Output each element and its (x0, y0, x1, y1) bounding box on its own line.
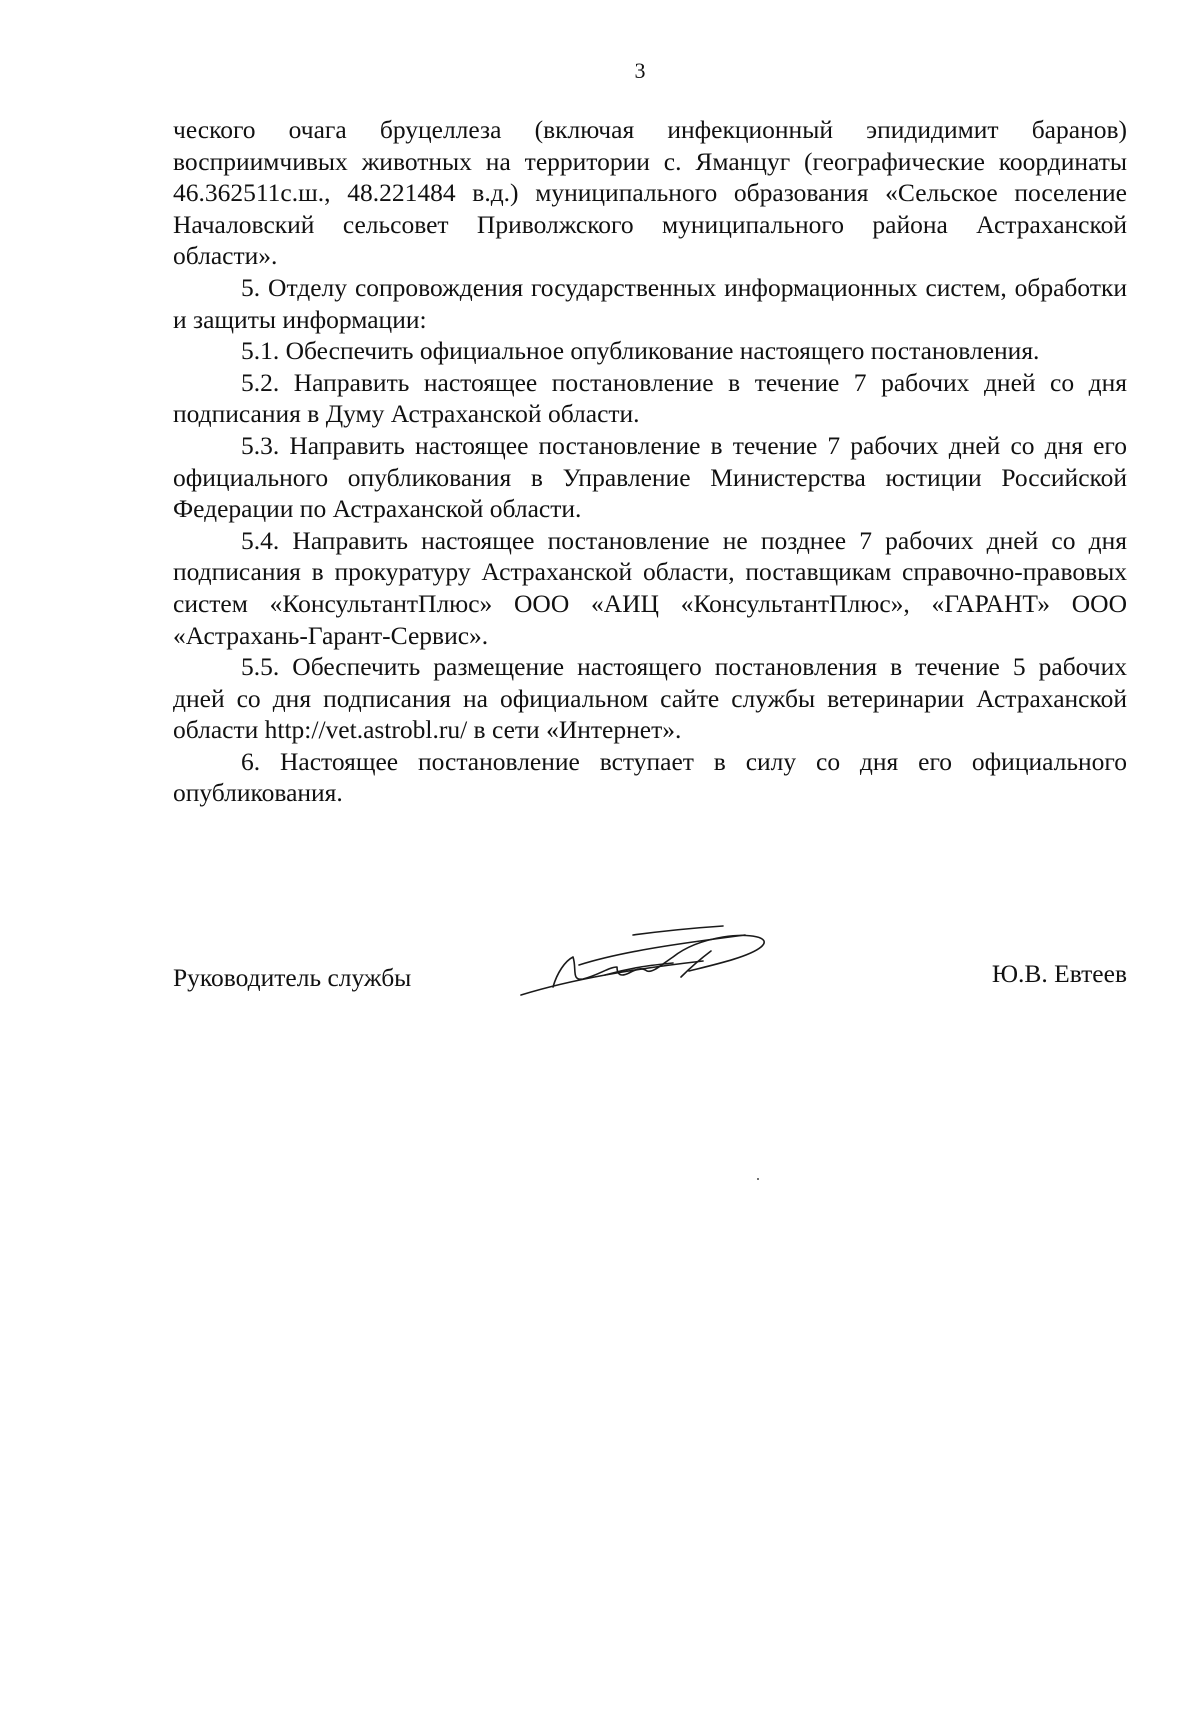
signature-block (173, 955, 1127, 1015)
handwritten-signature (513, 917, 813, 1007)
paragraph-item-5-5: 5.5. Обеспечить размещение настоящего постановления в течение 5 рабочих дней со дня подписания на официальном сайте службы ветеринарии Астраханской области http://vet.astrobl.ru/ в сети «Интернет». (173, 652, 1127, 745)
paragraph-item-5-1: 5.1. Обеспечить официальное опубликование настоящего постановления. (241, 336, 1040, 366)
paragraph-item-5-2: 5.2. Направить настоящее постановление в течение 7 рабочих дней со дня подписания в Думу Астраханской области. (173, 367, 1127, 429)
paragraph-continuation: ческого очага бруцеллеза (включая инфекционный эпидидимит баранов) восприимчивых животных на территории с. Яманцуг (географические координаты 46.362511с.ш., 48.221484 в.д.) муниципального образования «Сельское поселение Началовский сельсовет Приволжского муниципального района Астраханской области». (173, 115, 1127, 271)
paragraph-item-5: 5. Отделу сопровождения государственных информационных систем, обработки и защиты информации: (173, 272, 1127, 334)
signatory-title: Руководитель службы (173, 963, 412, 992)
paragraph-item-6: 6. Настоящее постановление вступает в силу со дня его официального опубликования. (173, 746, 1127, 808)
paragraph-item-5-4: 5.4. Направить настоящее постановление не позднее 7 рабочих дней со дня подписания в прокуратуру Астраханской области, поставщикам справочно-правовых систем «КонсультантПлюс» ООО «АИЦ «КонсультантПлюс», «ГАРАНТ» ООО «Астрахань-Гарант-Сервис». (173, 525, 1127, 650)
scan-speck (757, 1178, 759, 1180)
document-body (173, 114, 1127, 809)
signatory-name: Ю.В. Евтеев (991, 959, 1127, 988)
paragraph-item-5-3: 5.3. Направить настоящее постановление в течение 7 рабочих дней со дня его официального опубликования в Управление Министерства юстиции Российской Федерации по Астраханской области. (173, 430, 1127, 524)
page-number: 3 (634, 58, 646, 83)
